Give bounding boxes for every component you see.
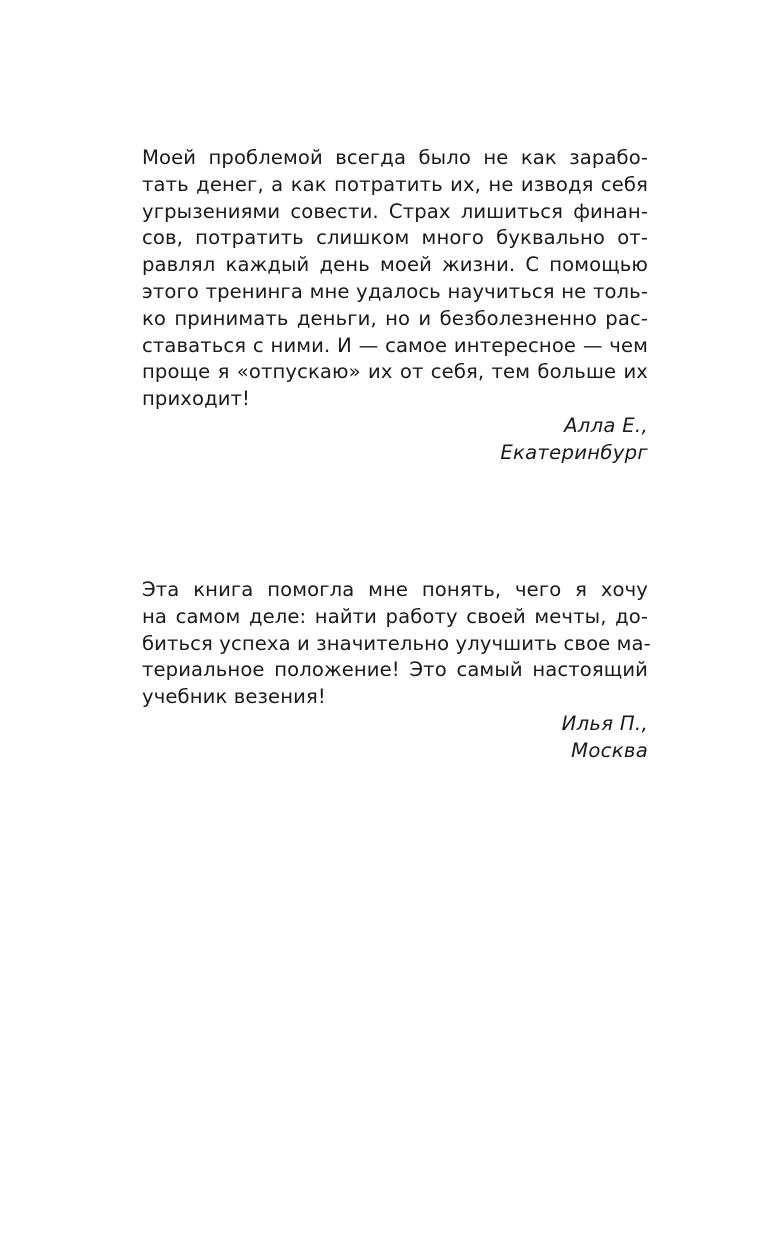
quote-line: териальное положение! Это самый настоящий xyxy=(142,658,648,682)
testimonial-author: Алла Е., xyxy=(564,413,648,437)
quote-line: этого тренинга мне удалось научиться не толь- xyxy=(142,279,648,303)
quote-line: равлял каждый день моей жизни. С помощью xyxy=(142,253,648,277)
quote-line: ко принимать деньги, но и безболезненно рас- xyxy=(142,306,648,330)
quote-line: на самом деле: найти работу своей мечты, до- xyxy=(142,604,648,628)
testimonial-quote xyxy=(142,577,651,711)
quote-line: тать денег, а как потратить их, не изводя себя xyxy=(142,172,648,196)
testimonial-city: Москва xyxy=(571,738,648,762)
quote-line: сов, потратить слишком много буквально от- xyxy=(142,226,648,250)
testimonial-alla xyxy=(142,145,648,467)
quote-line: биться успеха и значительно улучшить свое ма- xyxy=(142,631,651,655)
quote-line: проще я «отпускаю» их от себя, тем больше их xyxy=(142,360,648,384)
quote-line: Моей проблемой всегда было не как зарабо- xyxy=(142,146,648,169)
testimonial-author: Илья П., xyxy=(561,711,648,735)
quote-line: учебник везения! xyxy=(142,685,326,709)
quote-line: Эта книга помогла мне понять, чего я хочу xyxy=(142,578,648,601)
quote-line: угрызениями совести. Страх лишиться финан- xyxy=(142,199,648,223)
quote-line: приходит! xyxy=(142,387,251,411)
quote-line: ставаться с ними. И — самое интересное — чем xyxy=(142,333,648,357)
testimonial-ilya xyxy=(142,577,651,765)
testimonial-quote xyxy=(142,145,648,413)
testimonial-city: Екатеринбург xyxy=(500,440,648,464)
